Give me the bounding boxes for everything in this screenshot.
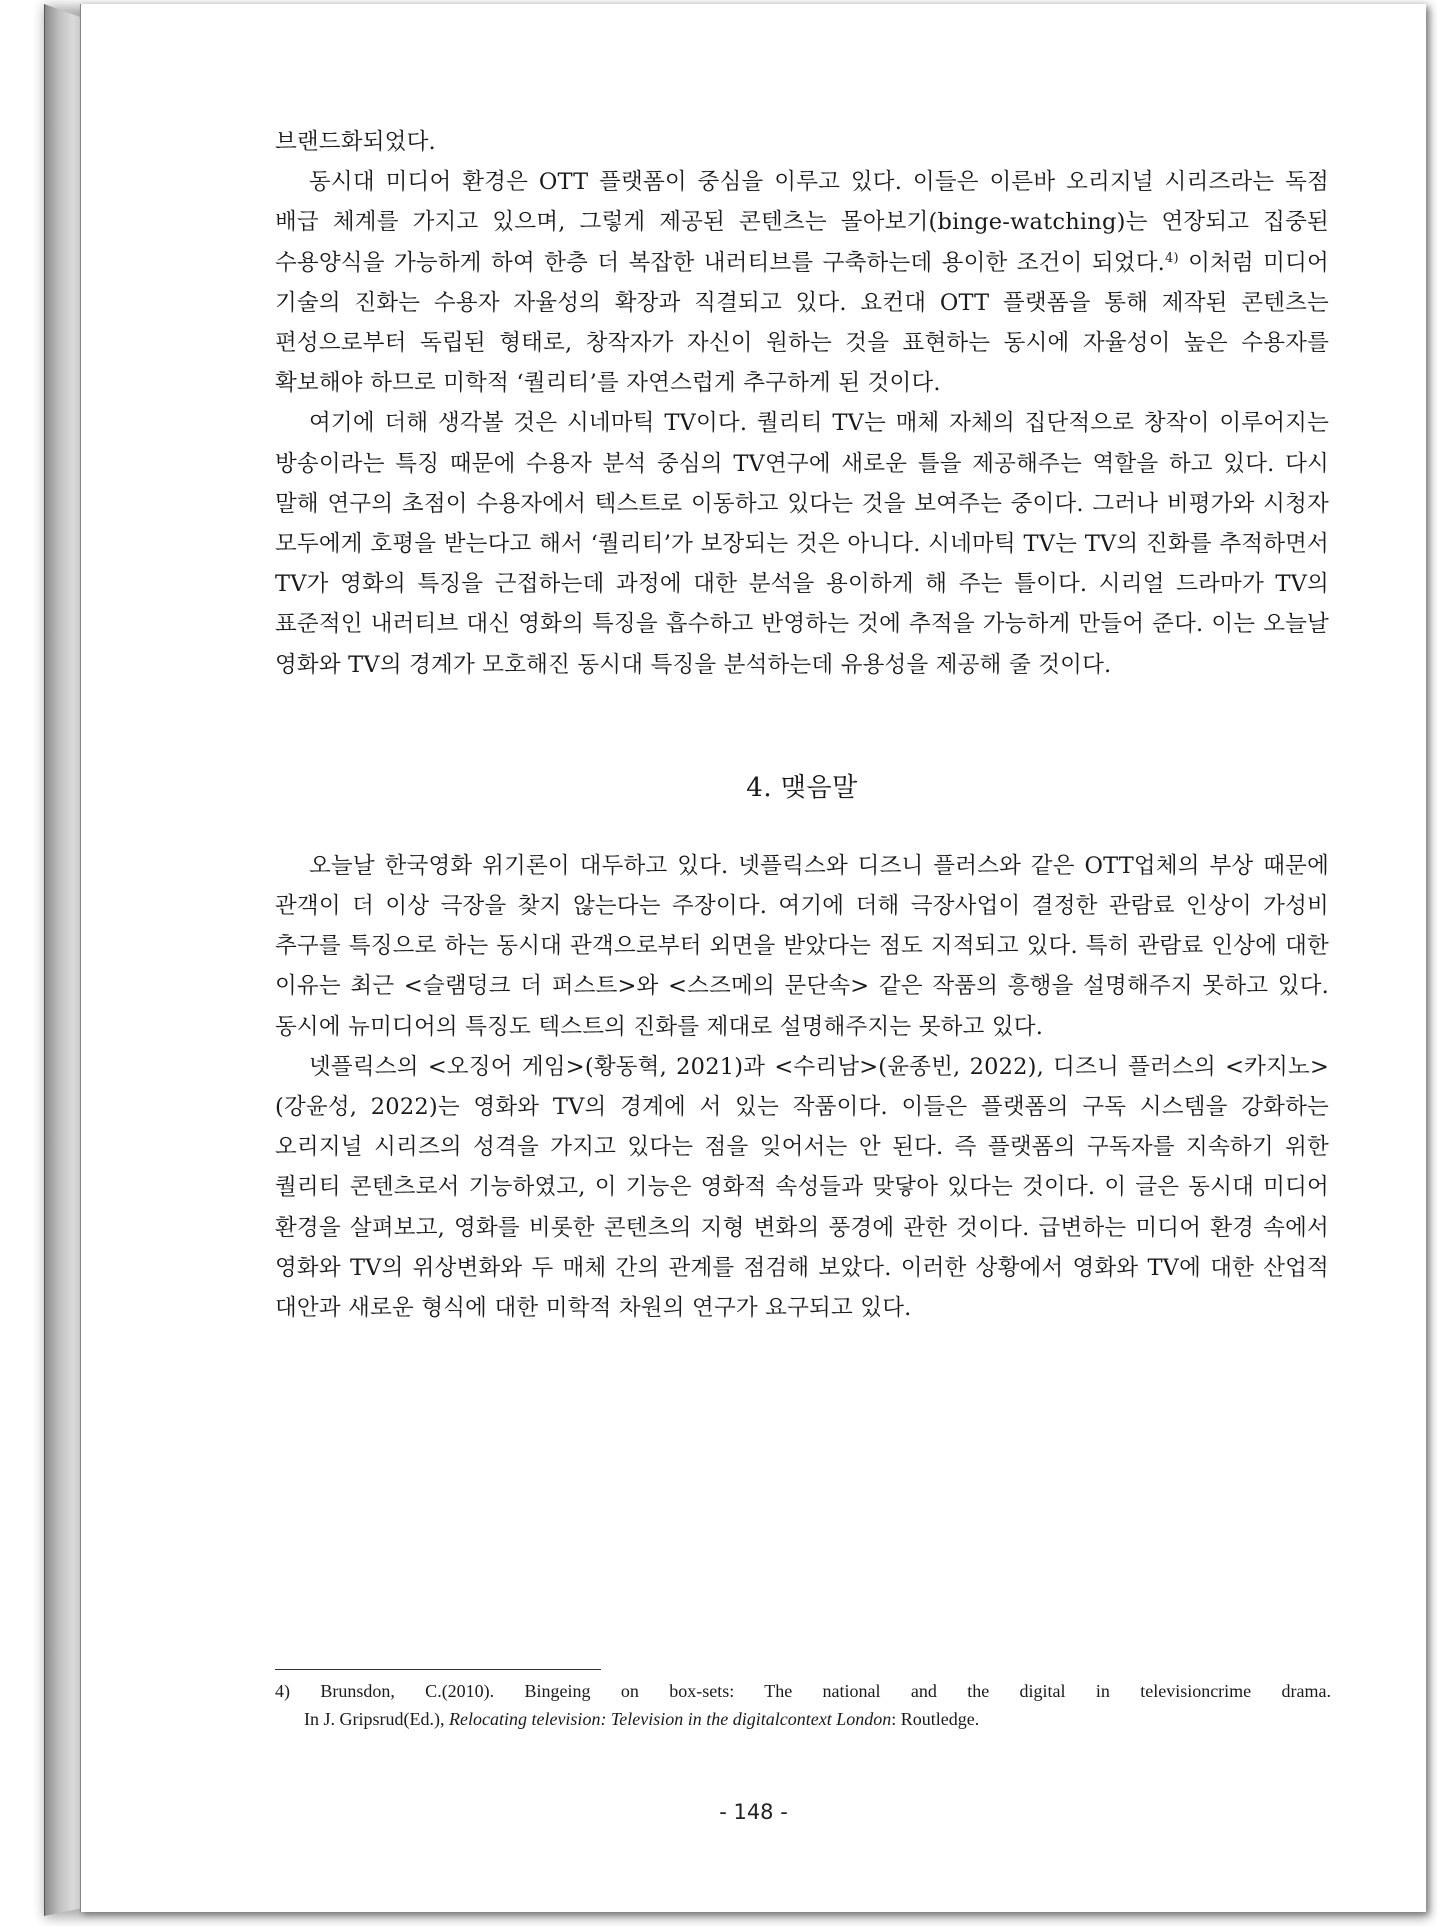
footnote-line-1: 4) Brunsdon, C.(2010). Bingeing on box-sets: The national and the digital in televisioncrime drama. xyxy=(275,1681,1331,1701)
page-content xyxy=(275,122,1329,1328)
footnote xyxy=(275,1677,1331,1733)
spacer xyxy=(275,685,1329,767)
footnote-line-2-suffix: : Routledge. xyxy=(891,1709,980,1729)
paragraph-2-continued: 이처럼 미디어 기술의 진화는 수용자 자율성의 확장과 직결되고 있다. 요컨대 OTT 플랫폼을 통해 제작된 콘텐츠는 편성으로부터 독립된 형태로, 창작자가 자신이 원하는 것을 표현하는 동시에 자율성이 높은 수용자를 확보해야 하므로 미학적 ‘퀄리티’를 자연스럽게 추구하게 된 것이다. xyxy=(275,249,1329,397)
footnote-line-2-prefix: In J. Gripsrud(Ed.), xyxy=(304,1709,449,1729)
spacer xyxy=(275,804,1329,846)
paragraph-2-text: 동시대 미디어 환경은 OTT 플랫폼이 중심을 이루고 있다. 이들은 이른바 오리지널 시리즈라는 독점 배급 체계를 가지고 있으며, 그렇게 제공된 콘텐츠는 몰아보기(binge-watching)는 연장되고 집중된 수용양식을 가능하게 하여 한층 더 복잡한 내러티브를 구축하는데 용이한 조건이 되었다. xyxy=(275,169,1329,276)
paragraph-2 xyxy=(275,162,1329,403)
page-number: - 148 - xyxy=(719,1800,788,1824)
section-heading: 4. 맺음말 xyxy=(746,772,858,803)
paragraph-3: 여기에 더해 생각볼 것은 시네마틱 TV이다. 퀄리티 TV는 매체 자체의 집단적으로 창작이 이루어지는 방송이라는 특징 때문에 수용자 분석 중심의 TV연구에 새로운 틀을 제공해주는 역할을 하고 있다. 다시 말해 연구의 초점이 수용자에서 텍스트로 이동하고 있다는 것을 보여주는 중이다. 그러나 비평가와 시청자 모두에게 호평을 받는다고 해서 ‘퀄리티’가 보장되는 것은 아니다. 시네마틱 TV는 TV의 진화를 추적하면서 TV가 영화의 특징을 근접하는데 과정에 대한 분석을 용이하게 해 주는 틀이다. 시리얼 드라마가 TV의 표준적인 내러티브 대신 영화의 특징을 흡수하고 반영하는 것에 추적을 가능하게 만들어 준다. 이는 오늘날 영화와 TV의 경계가 모호해진 동시대 특징을 분석하는데 유용성을 제공해 줄 것이다. xyxy=(275,410,1329,678)
conclusion-paragraph-1: 오늘날 한국영화 위기론이 대두하고 있다. 넷플릭스와 디즈니 플러스와 같은 OTT업체의 부상 때문에 관객이 더 이상 극장을 찾지 않는다는 주장이다. 여기에 더해 극장사업이 결정한 관람료 인상이 가성비 추구를 특징으로 하는 동시대 관객으로부터 외면을 받았다는 점도 지적되고 있다. 특히 관람료 인상에 대한 이유는 최근 <슬램덩크 더 퍼스트>와 <스즈메의 문단속> 같은 작품의 흥행을 설명해주지 못하고 있다. 동시에 뉴미디어의 특징도 텍스트의 진화를 제대로 설명해주지는 못하고 있다. xyxy=(275,852,1329,1040)
footnote-reference[interactable]: 4) xyxy=(1165,250,1179,266)
footnote-divider xyxy=(275,1669,601,1670)
footnote-book-title: Relocating television: Television in the digitalcontext London xyxy=(448,1709,892,1729)
conclusion-paragraph-2: 넷플릭스의 <오징어 게임>(황동혁, 2021)과 <수리남>(윤종빈, 2022), 디즈니 플러스의 <카지노>(강윤성, 2022)는 영화와 TV의 경계에 서 있는 작품이다. 이들은 플랫폼의 구독 시스템을 강화하는 오리지널 시리즈의 성격을 가지고 있다는 점을 잊어서는 안 된다. 즉 플랫폼의 구독자를 지속하기 위한 퀄리티 콘텐츠로서 기능하였고, 이 기능은 영화적 속성들과 맞닿아 있다는 것이다. 이 글은 동시대 미디어 환경을 살펴보고, 영화를 비롯한 콘텐츠의 지형 변화의 풍경에 관한 것이다. 급변하는 미디어 환경 속에서 영화와 TV의 위상변화와 두 매체 간의 관계를 점검해 보았다. 이러한 상황에서 영화와 TV에 대한 산업적 대안과 새로운 형식에 대한 미학적 차원의 연구가 요구되고 있다. xyxy=(275,1053,1329,1322)
paragraph-1: 브랜드화되었다. xyxy=(275,129,436,155)
document-page xyxy=(80,4,1426,1912)
footnote-line-2 xyxy=(275,1705,1331,1733)
book-spine xyxy=(44,4,83,1916)
